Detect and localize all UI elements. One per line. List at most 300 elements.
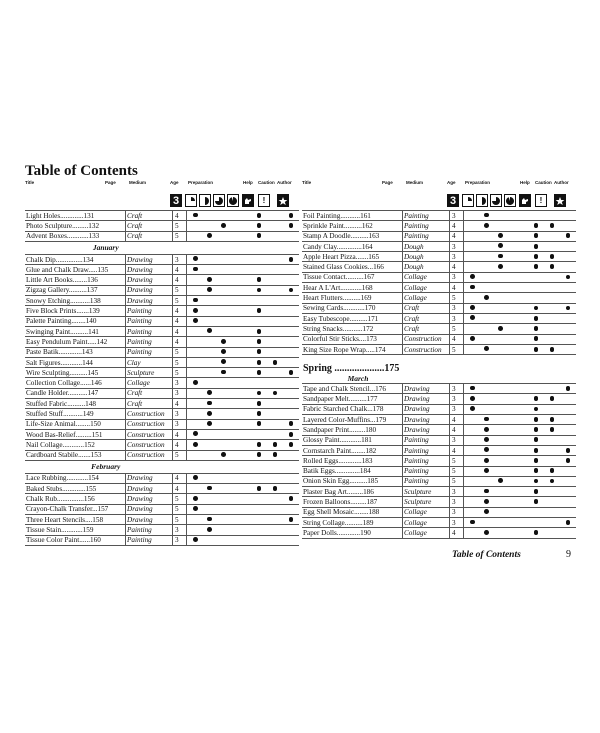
help-marker: [534, 458, 539, 463]
season-title: Spring ....................175: [303, 363, 400, 375]
author-cell: [560, 497, 576, 507]
table-row: [302, 497, 578, 507]
help-cell: [251, 525, 267, 535]
help-cell: [251, 388, 267, 398]
age: 3: [450, 497, 464, 507]
help-marker: [534, 407, 539, 412]
caution-cell: [267, 275, 283, 285]
help-marker: [257, 411, 262, 416]
author-cell: [283, 399, 299, 409]
caution-cell: [267, 357, 283, 367]
table-row: [25, 306, 301, 316]
caution-marker: [550, 264, 555, 269]
table-row: [25, 275, 301, 285]
caution-cell: [267, 326, 283, 336]
author-cell: [560, 404, 576, 414]
author-cell: [560, 415, 576, 425]
help-cell: [528, 445, 544, 455]
help-cell: [528, 476, 544, 486]
author-marker: [566, 520, 571, 525]
help-marker: [534, 223, 539, 228]
age: 5: [173, 347, 187, 357]
caution-cell: [267, 429, 283, 439]
author-cell: [560, 262, 576, 272]
activity-title: Layered Color-Muffins...179: [302, 415, 403, 425]
caution-cell: [544, 528, 560, 538]
3-icon: 3: [170, 194, 182, 207]
caution-cell: [267, 231, 283, 241]
preparation-cell: [187, 429, 252, 439]
author-marker: [566, 306, 571, 311]
caution-marker: [550, 347, 555, 352]
clock-1-icon: [462, 194, 474, 207]
author-cell: [283, 535, 299, 545]
table-row: [25, 296, 301, 306]
help-cell: [528, 415, 544, 425]
help-cell: [528, 221, 544, 231]
author-cell: [560, 518, 576, 528]
author-marker: [289, 496, 294, 501]
help-marker: [257, 277, 262, 282]
age: 4: [450, 262, 464, 272]
medium: Painting: [403, 435, 450, 445]
help-cell: [251, 450, 267, 460]
age: 3: [450, 507, 464, 517]
activity-title: Little Art Books........136: [25, 275, 126, 285]
table-row: [302, 241, 578, 251]
author-star-icon: [554, 194, 566, 207]
help-cell: [251, 231, 267, 241]
preparation-cell: [464, 497, 529, 507]
medium: Collage: [403, 528, 450, 538]
help-cell: [528, 518, 544, 528]
table-row: [25, 337, 301, 347]
header-title: Title: [302, 180, 312, 185]
table-row: [302, 293, 578, 303]
author-marker: [566, 448, 571, 453]
activity-title: Stamp A Doodle..........163: [302, 231, 403, 241]
author-cell: [560, 528, 576, 538]
preparation-marker: [207, 233, 212, 238]
column-headers: [25, 178, 301, 190]
activity-title: Photo Sculpture.........132: [25, 221, 126, 231]
preparation-cell: [464, 272, 529, 282]
header-author: Author: [277, 180, 292, 185]
activity-title: Salt Figures............144: [25, 357, 126, 367]
medium: Construction: [403, 344, 450, 354]
help-cell: [528, 211, 544, 221]
medium: Drawing: [403, 404, 450, 414]
medium: Collage: [403, 283, 450, 293]
help-marker: [257, 442, 262, 447]
preparation-marker: [193, 318, 198, 323]
author-cell: [283, 378, 299, 388]
age: 5: [173, 357, 187, 367]
table-row: [25, 473, 301, 483]
contents-table-left: [25, 178, 301, 546]
preparation-cell: [464, 293, 529, 303]
author-cell: [560, 435, 576, 445]
medium: Painting: [126, 347, 173, 357]
preparation-cell: [187, 535, 252, 545]
help-cell: [251, 326, 267, 336]
age: 3: [450, 435, 464, 445]
activity-title: Snowy Etching...........138: [25, 296, 126, 306]
help-marker: [534, 489, 539, 494]
preparation-cell: [464, 231, 529, 241]
caution-cell: [267, 419, 283, 429]
age: 5: [450, 344, 464, 354]
help-cell: [251, 515, 267, 525]
caution-cell: [544, 497, 560, 507]
table-row: [25, 316, 301, 326]
preparation-cell: [187, 494, 252, 504]
author-cell: [283, 211, 299, 221]
table-row: [302, 445, 578, 455]
caution-cell: [267, 409, 283, 419]
help-cell: [528, 384, 544, 394]
table-row: [302, 528, 578, 538]
age: 5: [450, 324, 464, 334]
help-marker: [534, 437, 539, 442]
help-marker: [534, 530, 539, 535]
help-cell: [528, 425, 544, 435]
help-marker: [534, 468, 539, 473]
caution-marker: [273, 486, 278, 491]
medium: Craft: [126, 399, 173, 409]
preparation-cell: [464, 344, 529, 354]
age: 5: [173, 515, 187, 525]
medium: Collage: [403, 272, 450, 282]
author-cell: [560, 283, 576, 293]
preparation-marker: [470, 386, 475, 391]
author-cell: [560, 293, 576, 303]
author-cell: [283, 409, 299, 419]
contents-table-right: [302, 178, 578, 539]
author-cell: [560, 241, 576, 251]
hand-icon: [519, 194, 531, 207]
preparation-marker: [484, 437, 489, 442]
clock-4-icon: [227, 194, 239, 207]
preparation-marker: [207, 390, 212, 395]
author-cell: [283, 275, 299, 285]
preparation-marker: [207, 328, 212, 333]
table-row: [302, 283, 578, 293]
activity-title: Zigzag Gallery..........137: [25, 285, 126, 295]
author-cell: [283, 296, 299, 306]
preparation-marker: [484, 447, 489, 452]
medium: Painting: [403, 466, 450, 476]
preparation-cell: [464, 487, 529, 497]
preparation-cell: [187, 231, 252, 241]
preparation-marker: [470, 285, 475, 290]
help-marker: [257, 486, 262, 491]
help-marker: [257, 360, 262, 365]
author-marker: [289, 442, 294, 447]
preparation-marker: [193, 442, 198, 447]
medium: Painting: [126, 535, 173, 545]
preparation-cell: [464, 425, 529, 435]
table-row: [302, 272, 578, 282]
caution-marker: [273, 360, 278, 365]
activity-title: Crayon-Chalk Transfer...157: [25, 504, 126, 514]
activity-title: Sandpaper Print.........180: [302, 425, 403, 435]
caution-marker: [550, 417, 555, 422]
author-cell: [283, 494, 299, 504]
activity-title: Collection Collage......146: [25, 378, 126, 388]
activity-title: Frozen Balloons.........187: [302, 497, 403, 507]
table-row: [302, 262, 578, 272]
help-cell: [251, 306, 267, 316]
author-cell: [560, 456, 576, 466]
age: 3: [450, 394, 464, 404]
table-row: [25, 357, 301, 367]
preparation-cell: [187, 275, 252, 285]
table-row: [25, 409, 301, 419]
author-cell: [560, 507, 576, 517]
table-row: [25, 525, 301, 535]
activity-title: Plaster Bag Art.........186: [302, 487, 403, 497]
medium: Construction: [403, 334, 450, 344]
activity-title: Apple Heart Pizza.......165: [302, 252, 403, 262]
caution-cell: [544, 334, 560, 344]
preparation-marker: [484, 346, 489, 351]
help-marker: [257, 391, 262, 396]
preparation-cell: [187, 378, 252, 388]
preparation-marker: [207, 401, 212, 406]
header-age: Age: [170, 180, 179, 185]
author-marker: [566, 458, 571, 463]
caution-cell: [544, 404, 560, 414]
season-heading: [302, 360, 578, 384]
table-row: [302, 252, 578, 262]
header-preparation: Preparation: [188, 180, 214, 185]
preparation-marker: [221, 349, 226, 354]
help-marker: [257, 401, 262, 406]
caution-cell: [267, 473, 283, 483]
author-cell: [283, 347, 299, 357]
preparation-cell: [464, 404, 529, 414]
table-row: [25, 231, 301, 241]
table-row: [302, 404, 578, 414]
preparation-cell: [464, 252, 529, 262]
preparation-cell: [464, 394, 529, 404]
help-cell: [251, 347, 267, 357]
preparation-cell: [464, 415, 529, 425]
preparation-marker: [498, 264, 503, 269]
medium: Collage: [126, 378, 173, 388]
help-cell: [251, 535, 267, 545]
caution-cell: [544, 252, 560, 262]
age: 5: [450, 476, 464, 486]
activity-title: Tissue Stain............159: [25, 525, 126, 535]
age: 3: [173, 525, 187, 535]
age: 5: [450, 456, 464, 466]
help-marker: [257, 329, 262, 334]
activity-title: Glue and Chalk Draw.....135: [25, 265, 126, 275]
author-cell: [283, 337, 299, 347]
caution-cell: [544, 313, 560, 323]
caution-cell: [267, 525, 283, 535]
author-cell: [283, 515, 299, 525]
activity-title: Advent Boxes............133: [25, 231, 126, 241]
medium: Sculpture: [126, 368, 173, 378]
help-cell: [528, 231, 544, 241]
age: 4: [450, 283, 464, 293]
author-cell: [283, 368, 299, 378]
caution-cell: [544, 293, 560, 303]
table-row: [302, 313, 578, 323]
preparation-cell: [464, 303, 529, 313]
activity-title: Hear A L'Art............168: [302, 283, 403, 293]
age: 4: [450, 221, 464, 231]
preparation-marker: [207, 287, 212, 292]
table-row: [302, 344, 578, 354]
help-cell: [251, 357, 267, 367]
help-marker: [257, 339, 262, 344]
preparation-marker: [193, 267, 198, 272]
activity-title: Tissue Color Paint......160: [25, 535, 126, 545]
age: 3: [450, 303, 464, 313]
preparation-cell: [187, 419, 252, 429]
preparation-cell: [187, 484, 252, 494]
preparation-cell: [464, 324, 529, 334]
help-cell: [528, 334, 544, 344]
preparation-cell: [187, 316, 252, 326]
author-cell: [283, 504, 299, 514]
help-cell: [251, 440, 267, 450]
medium: Craft: [403, 313, 450, 323]
caution-marker: [550, 254, 555, 259]
help-marker: [534, 254, 539, 259]
table-row: [302, 435, 578, 445]
caution-cell: [544, 456, 560, 466]
table-row: [25, 429, 301, 439]
caution-cell: [267, 306, 283, 316]
age: 3: [450, 384, 464, 394]
help-marker: [534, 448, 539, 453]
caution-marker: [273, 452, 278, 457]
medium: Dough: [403, 262, 450, 272]
age: 4: [173, 265, 187, 275]
author-cell: [560, 445, 576, 455]
preparation-marker: [221, 359, 226, 364]
3-icon: 3: [447, 194, 459, 207]
author-marker: [289, 517, 294, 522]
age: 3: [450, 518, 464, 528]
preparation-marker: [498, 243, 503, 248]
help-cell: [251, 378, 267, 388]
preparation-marker: [498, 254, 503, 259]
help-cell: [528, 435, 544, 445]
header-title: Title: [25, 180, 35, 185]
medium: Painting: [403, 456, 450, 466]
medium: Drawing: [126, 484, 173, 494]
preparation-cell: [464, 313, 529, 323]
medium: Drawing: [403, 425, 450, 435]
preparation-cell: [464, 456, 529, 466]
table-row: [25, 399, 301, 409]
age: 4: [173, 440, 187, 450]
preparation-cell: [187, 211, 252, 221]
activity-title: Rolled Eggs.............183: [302, 456, 403, 466]
activity-title: Chalk Dip...............134: [25, 254, 126, 264]
caution-cell: [544, 507, 560, 517]
help-cell: [528, 252, 544, 262]
help-marker: [534, 479, 539, 484]
preparation-marker: [470, 305, 475, 310]
activity-title: Onion Skin Egg..........185: [302, 476, 403, 486]
author-marker: [289, 257, 294, 262]
caution-cell: [267, 535, 283, 545]
medium: Construction: [126, 409, 173, 419]
table-row: [302, 518, 578, 528]
table-row: [25, 419, 301, 429]
help-cell: [251, 285, 267, 295]
help-marker: [257, 223, 262, 228]
preparation-cell: [464, 518, 529, 528]
caution-cell: [544, 241, 560, 251]
age: 4: [450, 334, 464, 344]
author-cell: [283, 388, 299, 398]
medium: Drawing: [126, 296, 173, 306]
table-row: [25, 326, 301, 336]
help-cell: [528, 313, 544, 323]
caution-icon: !: [535, 194, 547, 207]
medium: Drawing: [403, 415, 450, 425]
author-cell: [283, 429, 299, 439]
medium: Dough: [403, 252, 450, 262]
help-cell: [251, 316, 267, 326]
caution-marker: [273, 442, 278, 447]
author-marker: [289, 370, 294, 375]
age: 3: [173, 378, 187, 388]
table-row: [302, 507, 578, 517]
medium: Collage: [403, 518, 450, 528]
activity-title: Glossy Paint............181: [302, 435, 403, 445]
help-marker: [257, 288, 262, 293]
activity-title: Swinging Paint..........141: [25, 326, 126, 336]
preparation-marker: [498, 233, 503, 238]
medium: Drawing: [126, 285, 173, 295]
help-cell: [251, 254, 267, 264]
caution-cell: [544, 425, 560, 435]
age: 3: [173, 254, 187, 264]
help-marker: [534, 244, 539, 249]
caution-marker: [550, 223, 555, 228]
medium: Construction: [126, 450, 173, 460]
preparation-marker: [193, 380, 198, 385]
help-cell: [528, 507, 544, 517]
table-row: [302, 221, 578, 231]
preparation-cell: [464, 283, 529, 293]
preparation-marker: [484, 417, 489, 422]
preparation-marker: [484, 427, 489, 432]
age: 3: [450, 313, 464, 323]
help-cell: [528, 324, 544, 334]
preparation-cell: [187, 515, 252, 525]
age: 4: [173, 429, 187, 439]
caution-cell: [544, 518, 560, 528]
activity-title: Palette Painting........140: [25, 316, 126, 326]
caution-marker: [273, 391, 278, 396]
help-marker: [257, 233, 262, 238]
author-cell: [283, 419, 299, 429]
caution-marker: [550, 479, 555, 484]
author-cell: [560, 344, 576, 354]
author-marker: [566, 275, 571, 280]
table-row: [25, 440, 301, 450]
